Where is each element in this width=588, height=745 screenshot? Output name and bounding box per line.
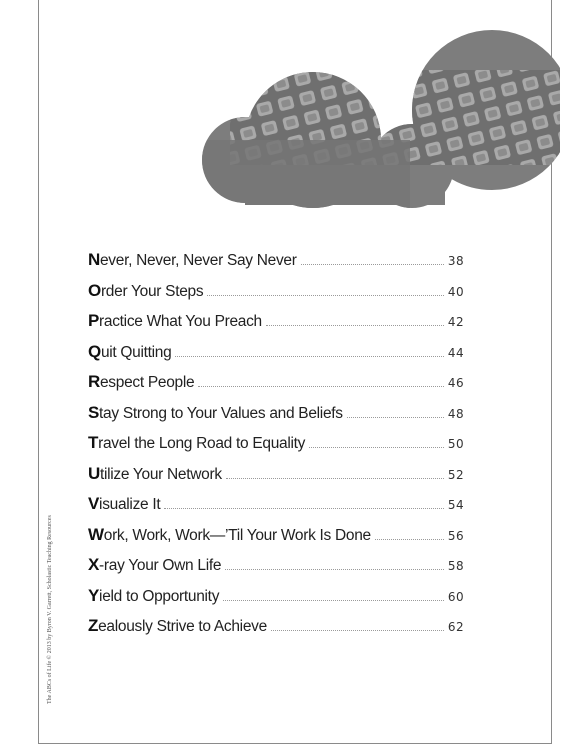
entry-rest: ractice What You Preach xyxy=(99,313,262,330)
page-number: 58 xyxy=(447,559,464,573)
entry-rest: isualize It xyxy=(99,496,161,513)
entry-title xyxy=(88,433,305,453)
entry-initial: O xyxy=(88,280,101,300)
toc-entry[interactable] xyxy=(88,281,464,312)
toc-entry[interactable] xyxy=(88,464,464,495)
leader-dots xyxy=(225,569,444,570)
entry-title xyxy=(88,494,160,514)
toc-entry[interactable] xyxy=(88,616,464,647)
toc-entry[interactable] xyxy=(88,372,464,403)
entry-title xyxy=(88,281,203,301)
toc-entry[interactable] xyxy=(88,311,464,342)
entry-rest: ravel the Long Road to Equality xyxy=(98,435,306,452)
entry-initial: U xyxy=(88,463,100,483)
toc-entry[interactable] xyxy=(88,525,464,556)
entry-initial: Y xyxy=(88,585,100,605)
entry-initial: Q xyxy=(88,341,101,361)
leader-dots xyxy=(271,630,444,631)
toc-entry[interactable] xyxy=(88,433,464,464)
page-number: 52 xyxy=(447,467,464,482)
page-number: 56 xyxy=(447,528,464,543)
entry-initial: T xyxy=(88,433,99,452)
leader-dots xyxy=(347,417,444,418)
entry-initial: S xyxy=(88,402,100,422)
entry-rest: ork, Work, Work—’Til Your Work Is Done xyxy=(103,526,371,544)
leader-dots xyxy=(164,508,444,509)
entry-rest: espect People xyxy=(99,374,195,391)
table-of-contents xyxy=(88,250,464,647)
side-copyright-credit: The ABCs of Life © 2013 by Byron V. Garrett, Scholastic Teaching Resources xyxy=(47,515,53,704)
entry-initial: P xyxy=(88,311,100,330)
page-number: 48 xyxy=(447,406,464,421)
entry-rest: -ray Your Own Life xyxy=(99,557,222,574)
toc-entry[interactable] xyxy=(88,586,464,617)
page-number: 62 xyxy=(447,620,464,634)
leader-dots xyxy=(175,356,443,357)
entry-initial: N xyxy=(88,250,100,269)
entry-title xyxy=(88,586,219,606)
entry-title xyxy=(88,525,371,545)
leader-dots xyxy=(207,295,444,296)
entry-title xyxy=(88,311,262,331)
toc-entry[interactable] xyxy=(88,494,464,525)
leader-dots xyxy=(301,264,444,265)
page-number: 40 xyxy=(447,284,464,299)
entry-rest: rder Your Steps xyxy=(100,282,204,300)
entry-rest: ealously Strive to Achieve xyxy=(98,618,267,635)
leader-dots xyxy=(266,325,444,326)
toc-entry[interactable] xyxy=(88,250,464,281)
leader-dots xyxy=(223,600,444,601)
leader-dots xyxy=(309,447,444,448)
page-number: 46 xyxy=(447,376,464,390)
entry-initial: W xyxy=(88,524,104,544)
entry-title xyxy=(88,464,222,484)
entry-title xyxy=(88,250,297,270)
entry-title xyxy=(88,372,194,392)
page-number: 50 xyxy=(447,437,464,451)
entry-initial: Z xyxy=(88,616,99,635)
page-number: 38 xyxy=(447,254,464,268)
entry-rest: tay Strong to Your Values and Beliefs xyxy=(99,404,343,422)
entry-rest: uit Quitting xyxy=(100,343,172,361)
toc-entry[interactable] xyxy=(88,403,464,434)
page-number: 44 xyxy=(447,345,464,360)
entry-initial: R xyxy=(88,372,100,391)
cobblestone-cloud-image xyxy=(0,0,588,260)
entry-title xyxy=(88,403,343,423)
entry-rest: ever, Never, Never Say Never xyxy=(99,252,297,269)
entry-initial: V xyxy=(88,494,100,513)
entry-title xyxy=(88,616,267,636)
leader-dots xyxy=(198,386,444,387)
leader-dots xyxy=(226,478,444,479)
leader-dots xyxy=(375,539,444,540)
entry-rest: ield to Opportunity xyxy=(99,587,220,605)
toc-entry[interactable] xyxy=(88,342,464,373)
entry-title xyxy=(88,342,171,362)
page-number: 60 xyxy=(447,589,464,604)
entry-title xyxy=(88,555,221,575)
page-number: 54 xyxy=(447,498,464,512)
page-number: 42 xyxy=(447,315,464,329)
toc-entry[interactable] xyxy=(88,555,464,586)
entry-rest: tilize Your Network xyxy=(99,465,222,483)
entry-initial: X xyxy=(88,555,100,574)
